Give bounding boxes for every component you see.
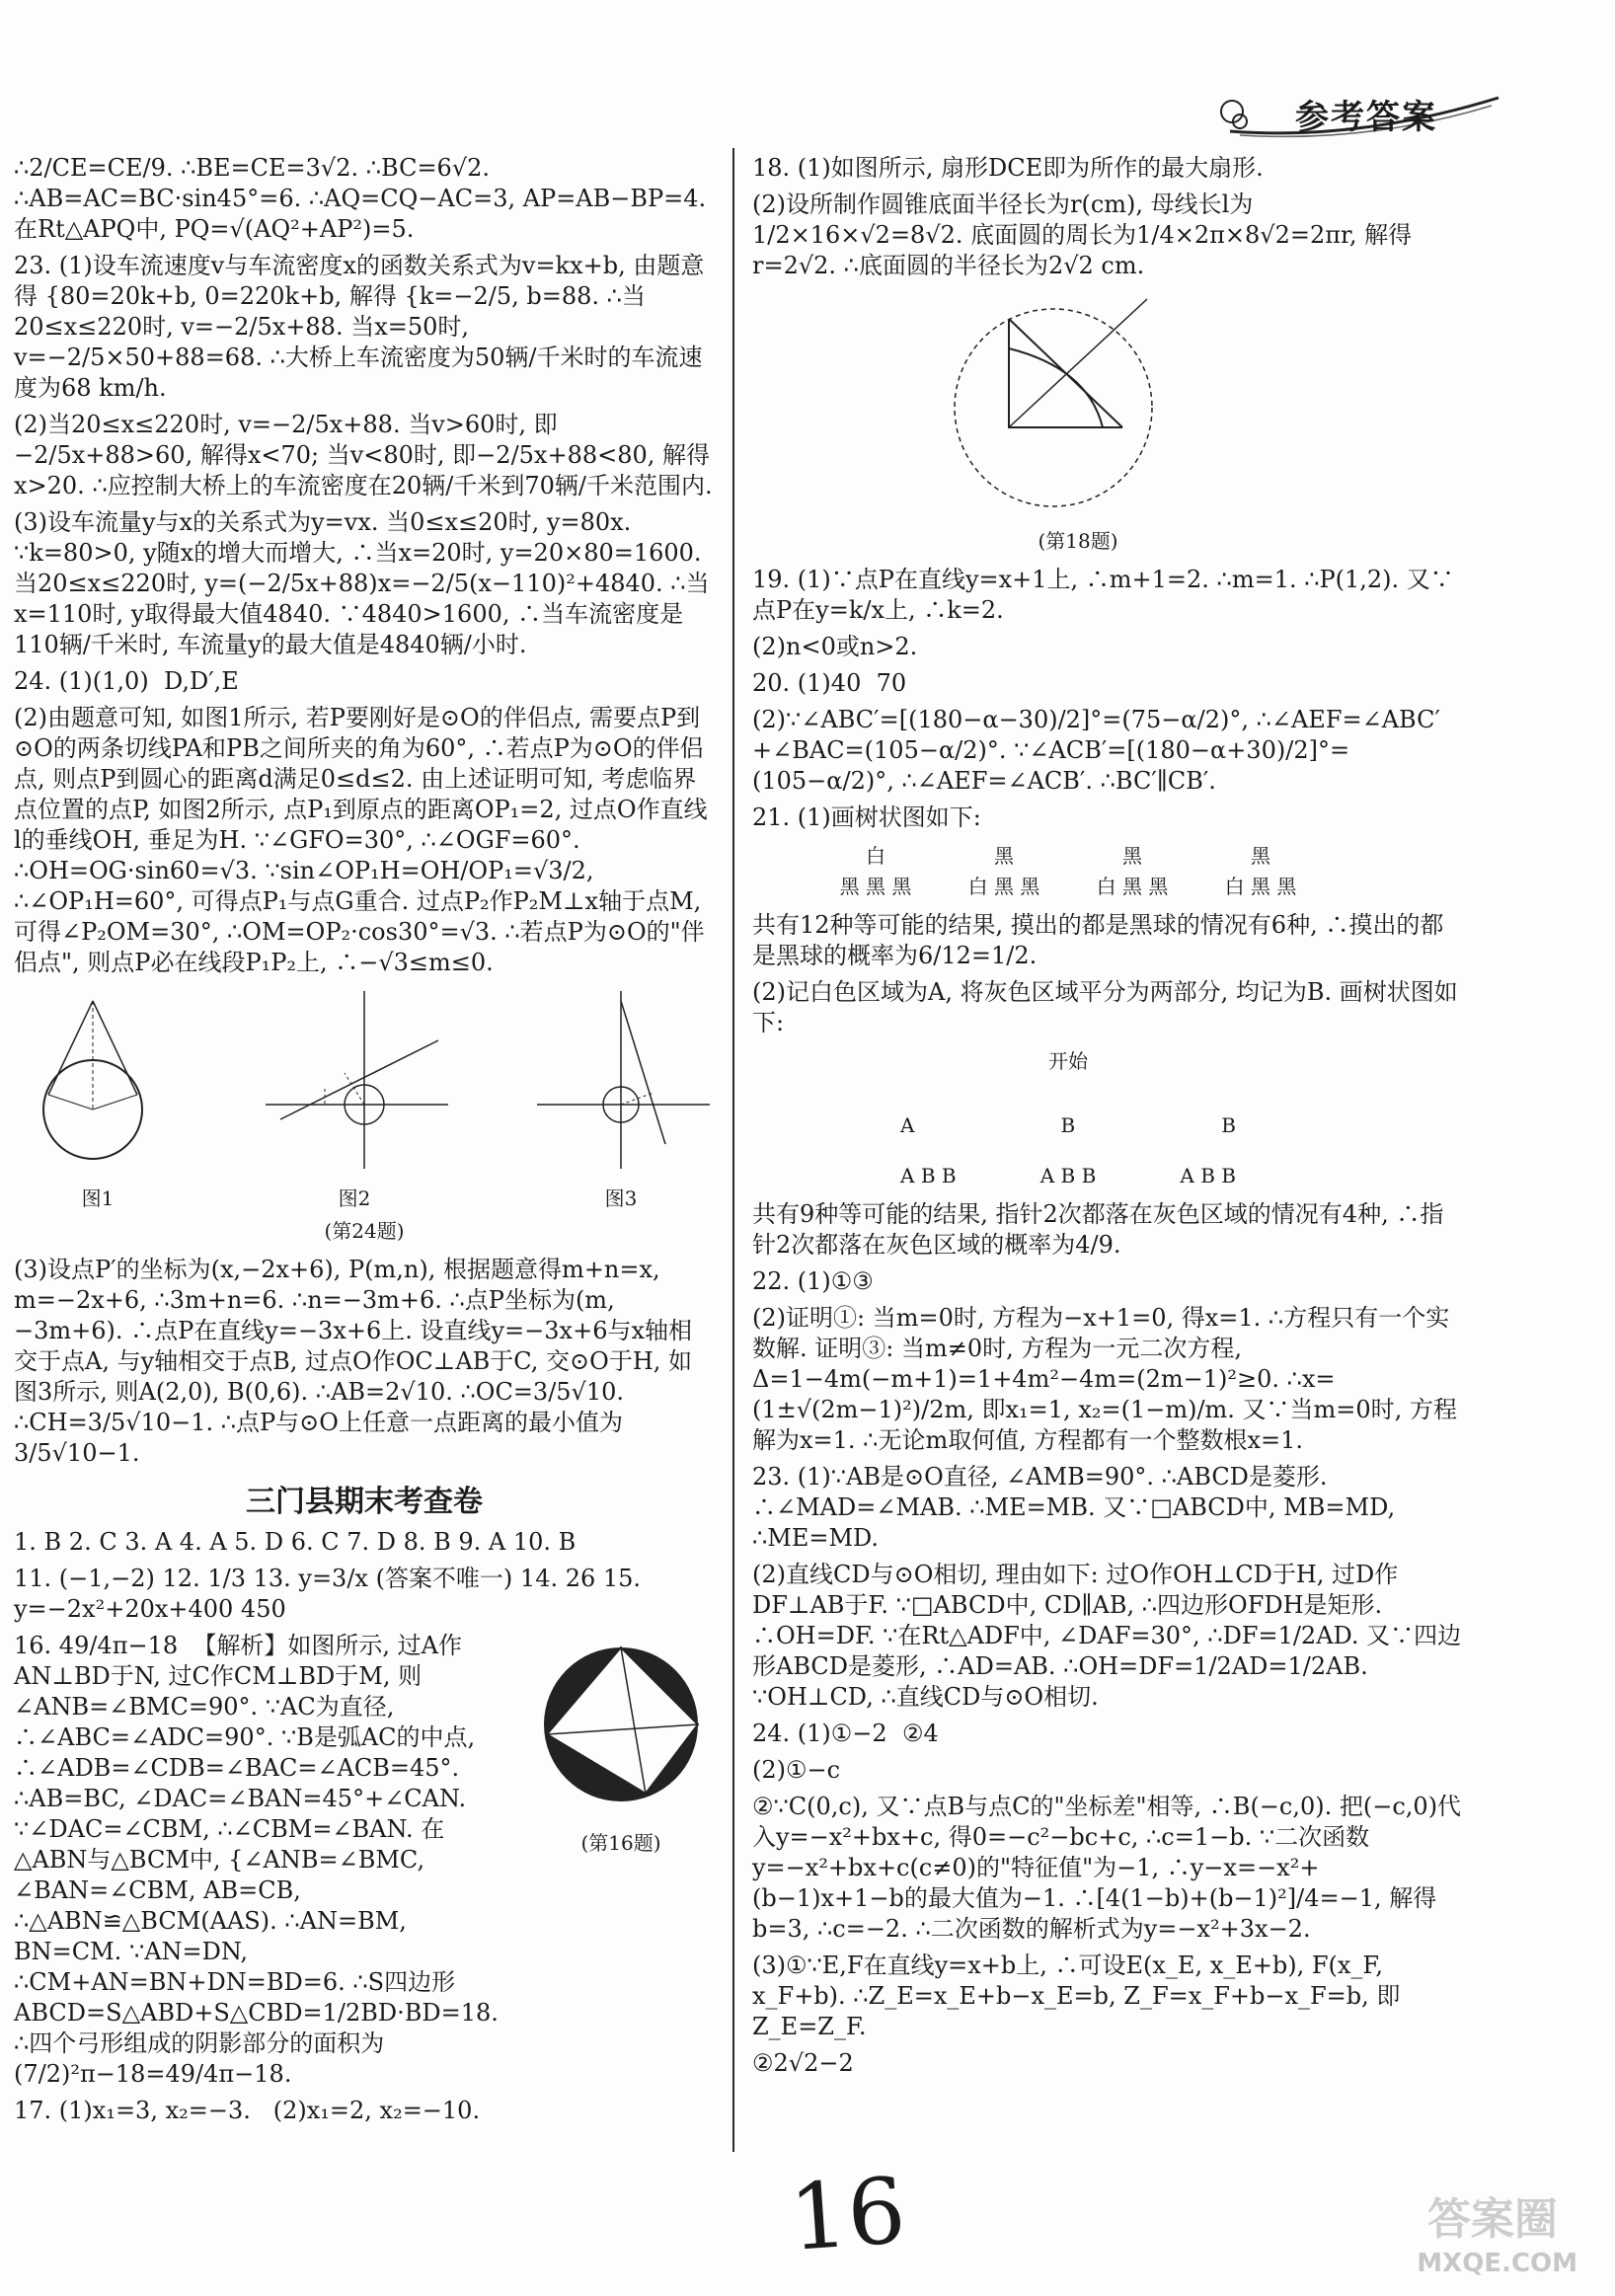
solution-paragraph: ∴2/CE=CE/9. ∴BE=CE=3√2. ∴BC=6√2. ∴AB=AC=BC·sin45°=6. ∴AQ=CQ−AC=3, AP=AB−BP=4. 在Rt△APQ中, PQ=√(AQ²+AP²)=5.: [14, 154, 714, 243]
solution-paragraph: (2)n<0或n>2.: [752, 633, 918, 660]
solution-paragraph: (2)记白色区域为A, 将灰色区域平分为两部分, 均记为B. 画树状图如下:: [752, 978, 1458, 1036]
figure-label: 图3: [604, 1186, 638, 1210]
figure-caption: (第24题): [324, 1219, 405, 1243]
solution-paragraph: (2)直线CD与⊙O相切, 理由如下: 过O作OH⊥CD于H, 过D作DF⊥AB于F. ∵□ABCD中, CD∥AB, ∴四边形OFDH是矩形. ∴OH=DF. ∵在Rt△ADF中, ∠DAF=30°, ∴DF=1/2AD. 又∵四边形ABCD是菱形, ∴AD=AB. ∴OH=DF=1/2AD=1/2AB. ∵OH⊥CD, ∴直线CD与⊙O相切.: [752, 1561, 1462, 1711]
solution-paragraph: 共有12种等可能的结果, 摸出的都是黑球的情况有6种, ∴摸出的都是黑球的概率为6/12=1/2.: [752, 911, 1444, 969]
problem-16-block: [14, 1631, 715, 2096]
solution-paragraph: (2)①−c: [752, 1756, 841, 1784]
figure-caption: (第18题): [1038, 529, 1118, 553]
solution-paragraph: (2)由题意可知, 如图1所示, 若P要刚好是⊙O的伴侣点, 需要点P到⊙O的两条切线PA和PB之间所夹的角为60°, ∴若点P为⊙O的伴侣点, 则点P到圆心的距离d满足0≤d≤2. 由上述证明可知, 考虑临界点位置的点P, 如图2所示, 点P₁到原点的距离OP₁=2, 过点O作直线l的垂线OH, 垂足为H. ∵∠GFO=30°, ∴∠OGF=60°. ∴OH=OG·sin60=√3. ∵sin∠OP₁H=OH/OP₁=√3/2, ∴∠OP₁H=60°, 可得点P₁与点G重合. 过点P₂作P₂M⊥x轴于点M, 可得∠P₂OM=30°, ∴OM=OP₂·cos30°=√3. ∴若点P为⊙O的"伴侣点", 则点P必在线段P₁P₂上, ∴−√3≤m≤0.: [14, 704, 709, 976]
watermark-url: MXQE.COM: [1417, 2249, 1577, 2278]
column-divider: [732, 148, 734, 2152]
solution-paragraph: (3)①∵E,F在直线y=x+b上, ∴可设E(x_E, x_E+b), F(x_F, x_F+b). ∴Z_E=x_E+b−x_E=b, Z_F=x_F+b−x_F=b, 即Z_E=Z_F.: [752, 1952, 1401, 2040]
watermark-text: 答案圈: [1427, 2194, 1558, 2245]
solution-paragraph: ②2√2−2: [752, 2049, 854, 2077]
tree-node: B: [1221, 1113, 1236, 1137]
choice-answers: 1. B 2. C 3. A 4. A 5. D 6. C 7. D 8. B 9. A 10. B: [14, 1528, 577, 1556]
section-title: 三门县期末考查卷: [246, 1485, 483, 1519]
tree-root: 开始: [1048, 1049, 1088, 1073]
solution-paragraph: (3)设点P′的坐标为(x,−2x+6), P(m,n), 根据题意得m+n=x, m=−2x+6, ∴3m+n=6. ∴n=−3m+6. ∴点P坐标为(m,−3m+6). ∴点P在直线y=−3x+6上. 设直线y=−3x+6与x轴相交于点A, 与y轴相交于点B, 过点O作OC⊥AB于C, 交⊙O于H, 如图3所示, 则A(2,0), B(0,6). ∴AB=2√10. ∴OC=3/5√10. ∴CH=3/5√10−1. ∴点P与⊙O上任意一点距离的最小值为3/5√10−1.: [14, 1256, 693, 1467]
solution-paragraph: (2)当20≤x≤220时, v=−2/5x+88. 当v>60时, 即−2/5x+88>60, 解得x<70; 当v<80时, 即−2/5x+88<80, 解得x>20. ∴应控制大桥上的车流密度在20辆/千米到70辆/千米范围内.: [14, 411, 713, 499]
solution-paragraph: (3)设车流量y与x的关系式为y=vx. 当0≤x≤20时, y=80x. ∵k=80>0, y随x的增大而增大, ∴当x=20时, y=20×80=1600. 当20≤x≤220时, y=(−2/5x+88)x=−2/5(x−110)²+4840. ∴当x=110时, y取得最大值4840. ∵4840>1600, ∴当车流密度是110辆/千米时, 车流量y的最大值是4840辆/小时.: [14, 508, 710, 658]
solution-paragraph: 17. (1)x₁=3, x₂=−3. (2)x₁=2, x₂=−10.: [14, 2097, 481, 2124]
tree-diagram-2: 开始 A B B A B B A B B A B B: [900, 1046, 1236, 1191]
solution-paragraph: (2)∵∠ABC′=[(180−α−30)/2]°=(75−α/2)°, ∴∠AEF=∠ABC′+∠BAC=(105−α/2)°. ∵∠ACB′=[(180−α+30)/2]°=(105−α/2)°, ∴∠AEF=∠ACB′. ∴BC′∥CB′.: [752, 706, 1440, 795]
tree-diagram-1: [811, 841, 1325, 902]
answer-header: [1210, 84, 1506, 153]
solution-paragraph: 共有9种等可能的结果, 指针2次都落在灰色区域的情况有4种, ∴指针2次都落在灰色区域的概率为4/9.: [752, 1200, 1444, 1259]
figure-18: [950, 289, 1206, 557]
solution-paragraph: 22. (1)①③: [752, 1267, 874, 1295]
figure-caption: (第16题): [580, 1831, 661, 1855]
tree-node: A: [900, 1113, 915, 1137]
solution-paragraph: 20. (1)40 70: [752, 669, 907, 697]
solution-paragraph: 18. (1)如图所示, 扇形DCE即为所作的最大扇形.: [752, 154, 1264, 182]
fill-answers: 11. (−1,−2) 12. 1/3 13. y=3/x (答案不唯一) 14. 26 15. y=−2x²+20x+400 450: [14, 1565, 642, 1623]
handwritten-page-number: 16: [786, 2158, 909, 2271]
watermark-logo: [1390, 2178, 1587, 2286]
figure-24-3: [527, 986, 715, 1214]
solution-paragraph: (2)证明①: 当m=0时, 方程为−x+1=0, 得x=1. ∴方程只有一个实数解. 证明③: 当m≠0时, 方程为一元二次方程, Δ=1−4m(−m+1)=1+4m²−4m=(2m−1)²≥0. ∴x=(1±√(2m−1)²)/2m, 即x₁=1, x₂=(1−m)/m. 又∵当m=0时, 方程解为x=1. ∴无论m取何值, 方程都有一个整数根x=1.: [752, 1304, 1457, 1454]
right-column: [752, 153, 1463, 2085]
figure-label: 图1: [81, 1186, 115, 1210]
tree-node: 白 黑 黑 黑: [839, 844, 912, 898]
tree-node: B: [1060, 1113, 1076, 1137]
tree-node: 黑 白 黑 黑: [1096, 844, 1169, 898]
figure-16: [527, 1631, 715, 2096]
figure-24-2: [256, 986, 453, 1214]
solution-paragraph: ②∵C(0,c), 又∵点B与点C的"坐标差"相等, ∴B(−c,0). 把(−c,0)代入y=−x²+bx+c, 得0=−c²−bc+c, ∴c=1−b. ∵二次函数y=−x²+bx+c(c≠0)的"特征值"为−1, ∴y−x=−x²+(b−1)x+1−b的最大值为−1. ∴[4(1−b)+(b−1)²]/4=−1, 解得b=3, ∴c=−2. ∴二次函数的解析式为y=−x²+3x−2.: [752, 1793, 1462, 1943]
solution-paragraph: 23. (1)∵AB是⊙O直径, ∠AMB=90°. ∴ABCD是菱形. ∴∠MAD=∠MAB. ∴ME=MB. 又∵□ABCD中, MB=MD, ∴ME=MD.: [752, 1463, 1403, 1552]
solution-paragraph: 21. (1)画树状图如下:: [752, 804, 981, 831]
solution-paragraph: (2)设所制作圆锥底面半径长为r(cm), 母线长l为1/2×16×√2=8√2. 底面圆的周长为1/4×2π×8√2=2πr, 解得r=2√2. ∴底面圆的半径长为2√2 cm.: [752, 191, 1413, 279]
figure-24: [14, 986, 715, 1247]
tree-node: 黑 白 黑 黑: [967, 844, 1040, 898]
left-column: [14, 153, 715, 2132]
solution-paragraph: 19. (1)∵点P在直线y=x+1上, ∴m+1=2. ∴m=1. ∴P(1,2). 又∵点P在y=k/x上, ∴k=2.: [752, 566, 1454, 624]
solution-paragraph: 24. (1)①−2 ②4: [752, 1720, 939, 1747]
solution-paragraph: 23. (1)设车流速度v与车流密度x的函数关系式为v=kx+b, 由题意得 {80=20k+b, 0=220k+b, 解得 {k=−2/5, b=88. ∴当20≤x≤220时, v=−2/5x+88. 当x=50时, v=−2/5×50+88=68. ∴大桥上车流密度为50辆/千米时的车流速度为68 km/h.: [14, 252, 705, 402]
figure-label: 图2: [338, 1186, 371, 1210]
tree-node: 黑 白 黑 黑: [1224, 844, 1297, 898]
solution-paragraph: 16. 49/4π−18 【解析】如图所示, 过A作AN⊥BD于N, 过C作CM⊥BD于M, 则∠ANB=∠BMC=90°. ∵AC为直径, ∴∠ABC=∠ADC=90°. ∵B是弧AC的中点, ∴∠ADB=∠CDB=∠BAC=∠ACB=45°. ∴AB=BC, ∠DAC=∠BAN=45°+∠CAN. ∵∠DAC=∠CBM, ∴∠CBM=∠BAN. 在△ABN与△BCM中, {∠ANB=∠BMC, ∠BAN=∠CBM, AB=CB, ∴△ABN≌△BCM(AAS). ∴AN=BM, BN=CM. ∵AN=DN, ∴CM+AN=BN+DN=BD=6. ∴S四边形ABCD=S△ABD+S△CBD=1/2BD·BD=18. ∴四个弓形组成的阴影部分的面积为(7/2)²π−18=49/4π−18.: [14, 1632, 506, 2088]
page-title: 参考答案: [1295, 98, 1437, 137]
solution-paragraph: 24. (1)(1,0) D,D′,E: [14, 667, 239, 695]
figure-24-1: [14, 986, 182, 1214]
